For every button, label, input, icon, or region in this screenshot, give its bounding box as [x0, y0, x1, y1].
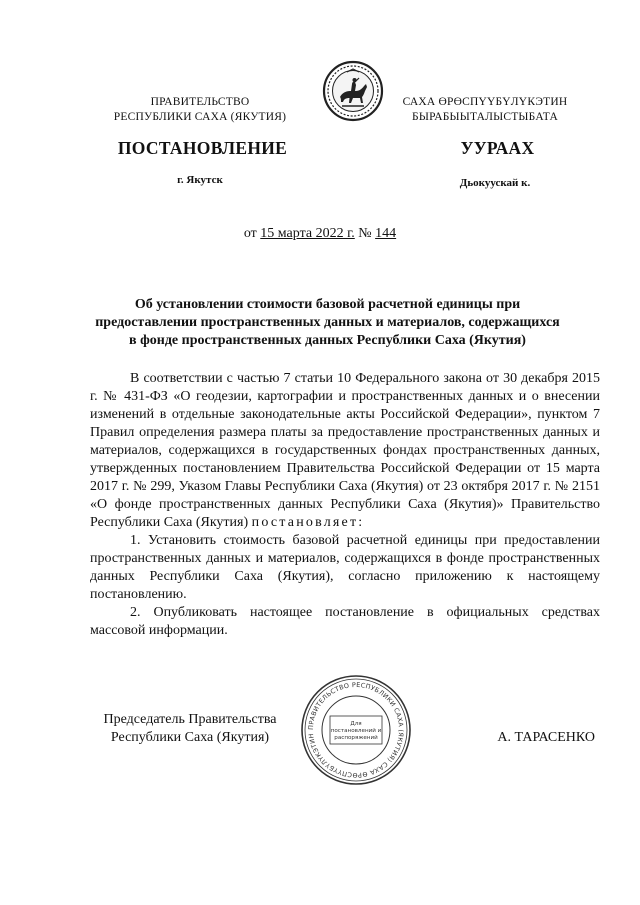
title-line2: предоставлении пространственных данных и материалов, содержащихся — [95, 315, 560, 330]
official-seal-stamp — [300, 674, 412, 786]
title-line3: в фонде пространственных данных Республики Саха (Якутия) — [129, 333, 526, 348]
body-item-2: 2. Опубликовать настоящее постановление в официальных средствах массовой информации. — [90, 605, 600, 638]
body-item-1: 1. Установить стоимость базовой расчетной единицы при предоставлении пространственных данных и материалов, содержащихся в фонде пространственных данных Республики Саха (Якутия), согласно приложению к настоящему постановлению. — [90, 533, 600, 602]
date-line — [0, 226, 640, 242]
header-right-line2: БЫРАБЫЫТАЛЫСТЫБАТА — [412, 111, 558, 123]
body-intro — [90, 370, 600, 532]
document-date: 15 марта 2022 г. — [260, 226, 355, 241]
document-title — [60, 296, 595, 350]
header-right-line1: САХА ӨРӨСПҮҮБҮЛҮКЭТИН — [402, 96, 568, 108]
resolves-word: постановляет: — [251, 515, 365, 530]
stamp-ring-text: ПРАВИТЕЛЬСТВО РЕСПУБЛИКИ САХА (ЯКУТИЯ) САХА ӨРӨСПҮҮБҮЛҮКЭТИН — [306, 680, 406, 780]
header-right — [385, 95, 585, 125]
number-sign: № — [358, 226, 372, 241]
header-left-line2: РЕСПУБЛИКИ САХА (ЯКУТИЯ) — [113, 111, 287, 123]
signature-position — [90, 711, 290, 747]
position-line1: Председатель Правительства — [103, 712, 277, 727]
date-prefix: от — [243, 226, 257, 241]
doctype-sah: УУРААХ — [460, 138, 535, 158]
signatory-name: А. ТАРАСЕНКО — [497, 730, 595, 745]
doctype-ru: ПОСТАНОВЛЕНИЕ — [117, 138, 288, 158]
document-body — [90, 370, 600, 640]
document-number: 144 — [375, 226, 397, 241]
intro-text: В соответствии с частью 7 статьи 10 Федерального закона от 30 декабря 2015 г. № 431-ФЗ «О геодезии, картографии и пространственных данных и о внесении изменений в отдельные законодательные акты Российской Федерации», пунктом 7 Правил определения размера платы за предоставление пространственных данных и материалов, содержащихся в государственных фондах пространственных данных, утвержденных постановлением Правительства Российской Федерации от 15 марта 2017 г. № 299, Указом Главы Республики Саха (Якутия) от 23 октября 2017 г. № 2151 «О фонде пространственных данных Республики Саха (Якутия)» Правительство Республики Саха (Якутия) — [90, 371, 600, 530]
header-left — [95, 95, 305, 125]
city-ru: г. Якутск — [177, 174, 223, 186]
position-line2: Республики Саха (Якутия) — [110, 730, 270, 745]
header-left-line1: ПРАВИТЕЛЬСТВО — [150, 96, 250, 108]
stamp-center-text: Для постановлений и распоряжений — [330, 721, 382, 741]
coat-of-arms-emblem-icon — [322, 60, 384, 122]
city-sah: Дьокуускай к. — [459, 177, 531, 189]
title-line1: Об установлении стоимости базовой расчетной единицы при — [134, 297, 521, 312]
